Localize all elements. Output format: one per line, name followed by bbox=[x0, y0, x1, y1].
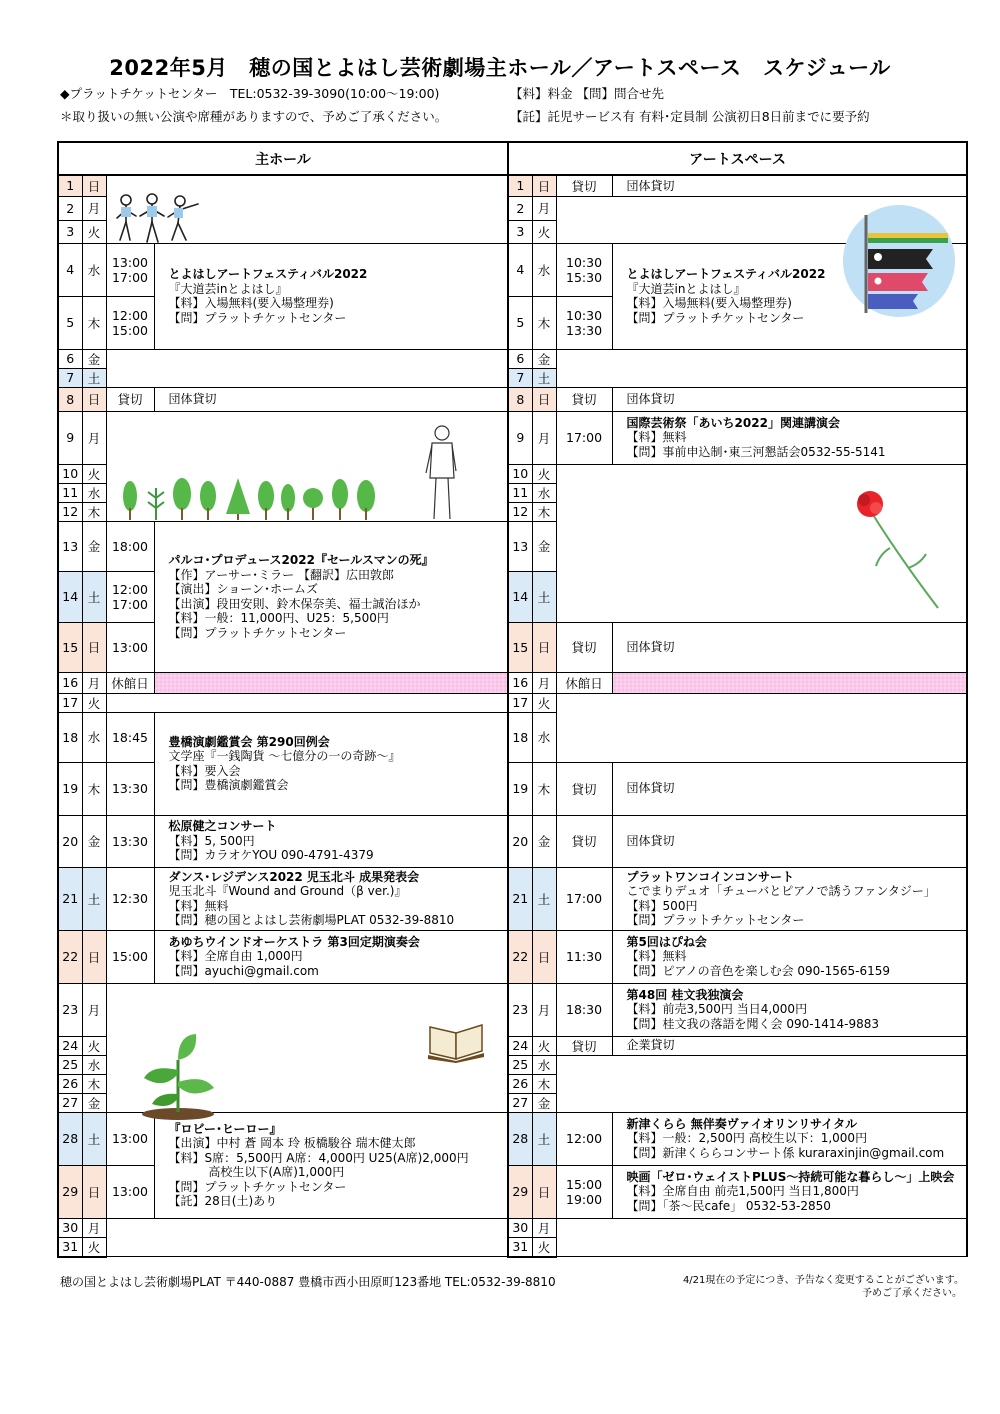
weekday: 水 bbox=[532, 712, 556, 762]
day-number: 13 bbox=[58, 521, 82, 571]
art-event-aichi-line: 国際芸術祭「あいち2022」関連講演会 bbox=[626, 415, 840, 430]
booking-text: 団体貸切 bbox=[154, 387, 508, 411]
main-event-matsubara bbox=[154, 815, 508, 867]
weekday: 木 bbox=[532, 296, 556, 349]
main-event-matsubara-line: 松原健之コンサート bbox=[168, 819, 277, 834]
main-event-dance-line: 児玉北斗『Wound and Ground（β ver.)』 bbox=[168, 884, 407, 898]
weekday: 金 bbox=[82, 349, 106, 368]
day-number: 11 bbox=[58, 483, 82, 502]
art-event-film-line: 【問】「茶～民cafe」 0532-53-2850 bbox=[626, 1198, 831, 1213]
day-row bbox=[58, 243, 967, 296]
main-event-salesman-line: 【問】プラットチケットセンター bbox=[168, 625, 347, 640]
main-event-salesman-line: 【料】一般：11,000円、U25：5,500円 bbox=[168, 611, 389, 625]
weekday: 日 bbox=[82, 1165, 106, 1218]
weekday: 水 bbox=[82, 712, 106, 762]
day-row bbox=[58, 672, 967, 693]
day-number: 31 bbox=[508, 1237, 532, 1257]
day-number: 1 bbox=[508, 175, 532, 196]
main-event-ayuchi-line: あゆちウインドオーケストラ 第3回定期演奏会 bbox=[168, 934, 420, 949]
start-time: 13:00 bbox=[106, 1165, 154, 1218]
booking-text: 団体貸切 bbox=[612, 387, 967, 411]
day-number: 17 bbox=[58, 693, 82, 712]
art-event-film-line: 【料】全席自由 前売1,500円 当日1,800円 bbox=[626, 1184, 859, 1199]
column-header-main-hall: 主ホール bbox=[58, 142, 508, 175]
start-time: 10:30 15:30 bbox=[556, 243, 612, 296]
main-empty bbox=[106, 693, 508, 712]
carp-streamer-illustration bbox=[838, 205, 960, 317]
day-row bbox=[58, 387, 967, 411]
day-number: 4 bbox=[58, 243, 82, 296]
main-event-dance-line: 【問】穂の国とよはし芸術劇場PLAT 0532-39-8810 bbox=[168, 913, 455, 927]
day-row bbox=[58, 349, 967, 368]
day-row bbox=[58, 1218, 967, 1237]
day-number: 1 bbox=[58, 175, 82, 196]
weekday: 木 bbox=[82, 1074, 106, 1093]
weekday: 火 bbox=[532, 1036, 556, 1055]
closed-day-bar bbox=[612, 672, 967, 693]
main-event-matsubara-line: 【料】5, 500円 bbox=[168, 833, 255, 848]
day-number: 14 bbox=[58, 571, 82, 622]
booking-text: 団体貸切 bbox=[612, 815, 967, 867]
weekday: 水 bbox=[82, 243, 106, 296]
main-event-festival-line: 【問】プラットチケットセンター bbox=[168, 310, 347, 325]
art-event-niitsu-line: 【料】一般：2,500円 高校生以下：1,000円 bbox=[626, 1131, 868, 1146]
main-event-lobby-hero-line: 【料】S席：5,500円 A席：4,000円 U25(A席)2,000円 bbox=[168, 1150, 469, 1165]
weekday: 日 bbox=[532, 175, 556, 196]
weekday: 月 bbox=[82, 983, 106, 1036]
day-number: 21 bbox=[508, 867, 532, 930]
main-event-ayuchi-line: 【料】全席自由 1,000円 bbox=[168, 949, 303, 964]
art-event-hapine bbox=[612, 930, 967, 983]
children-illustration bbox=[112, 190, 207, 248]
art-event-festival-line: とよはしアートフェスティバル2022 bbox=[626, 267, 826, 281]
booking-label: 休館日 bbox=[556, 672, 612, 693]
main-event-lobby-hero-line: 【託】28日(土)あり bbox=[168, 1194, 278, 1208]
start-time: 12:30 bbox=[106, 867, 154, 930]
main-event-dance bbox=[154, 867, 508, 930]
start-time: 12:00 15:00 bbox=[106, 296, 154, 349]
start-time: 18:30 bbox=[556, 983, 612, 1036]
day-number: 9 bbox=[508, 411, 532, 464]
art-event-katsura-line: 第48回 桂文我独演会 bbox=[626, 987, 744, 1002]
weekday: 月 bbox=[82, 672, 106, 693]
art-event-aichi-line: 【問】事前申込制･東三河懇話会0532-55-5141 bbox=[626, 444, 886, 459]
weekday: 火 bbox=[532, 220, 556, 243]
art-empty bbox=[556, 1218, 967, 1257]
main-event-festival-line: とよはしアートフェスティバル2022 bbox=[168, 267, 368, 281]
start-time: 15:00 bbox=[106, 930, 154, 983]
day-row bbox=[58, 411, 967, 464]
weekday: 火 bbox=[82, 693, 106, 712]
day-number: 3 bbox=[58, 220, 82, 243]
column-header-art-space: アートスペース bbox=[508, 142, 967, 175]
day-number: 22 bbox=[58, 930, 82, 983]
day-number: 12 bbox=[58, 502, 82, 521]
weekday: 木 bbox=[82, 502, 106, 521]
booking-label: 貸切 bbox=[556, 762, 612, 815]
weekday: 水 bbox=[532, 483, 556, 502]
weekday: 日 bbox=[82, 622, 106, 672]
day-number: 19 bbox=[58, 762, 82, 815]
booking-text: 団体貸切 bbox=[612, 762, 967, 815]
start-time: 12:00 17:00 bbox=[106, 571, 154, 622]
booking-label: 貸切 bbox=[106, 387, 154, 411]
day-number: 8 bbox=[58, 387, 82, 411]
main-event-ayuchi-line: 【問】ayuchi@gmail.com bbox=[168, 963, 319, 978]
art-event-one-coin-line: プラットワンコインコンサート bbox=[626, 869, 794, 884]
main-event-lobby-hero-line: 【出演】中村 蒼 岡本 玲 板橋駿谷 瑞木健太郎 bbox=[168, 1136, 416, 1150]
closed-day-bar bbox=[154, 672, 508, 693]
trees-illustration bbox=[118, 474, 380, 522]
day-number: 7 bbox=[508, 368, 532, 387]
weekday: 日 bbox=[82, 387, 106, 411]
day-number: 8 bbox=[508, 387, 532, 411]
day-number: 31 bbox=[58, 1237, 82, 1257]
day-number: 18 bbox=[508, 712, 532, 762]
main-empty bbox=[106, 349, 508, 387]
art-event-one-coin bbox=[612, 867, 967, 930]
weekday: 日 bbox=[532, 387, 556, 411]
weekday: 月 bbox=[82, 1218, 106, 1237]
weekday: 水 bbox=[532, 243, 556, 296]
day-number: 20 bbox=[508, 815, 532, 867]
day-row bbox=[58, 815, 967, 867]
day-number: 26 bbox=[508, 1074, 532, 1093]
start-time: 13:30 bbox=[106, 762, 154, 815]
weekday: 木 bbox=[532, 502, 556, 521]
day-number: 14 bbox=[508, 571, 532, 622]
weekday: 木 bbox=[532, 1074, 556, 1093]
main-event-festival bbox=[154, 243, 508, 349]
art-event-one-coin-line: 【問】プラットチケットセンター bbox=[626, 913, 805, 927]
weekday: 月 bbox=[532, 411, 556, 464]
weekday: 火 bbox=[82, 1237, 106, 1257]
day-number: 2 bbox=[58, 196, 82, 220]
day-row bbox=[58, 693, 967, 712]
art-event-one-coin-line: 【料】500円 bbox=[626, 898, 698, 913]
footer-note-1: 4/21現在の予定につき、予告なく変更することがございます。 bbox=[682, 1275, 964, 1286]
day-number: 12 bbox=[508, 502, 532, 521]
main-event-salesman-line: 【出演】段田安則、鈴木保奈美、福士誠治ほか bbox=[168, 596, 421, 611]
main-event-dance-line: ダンス･レジデンス2022 児玉北斗 成果発表会 bbox=[168, 869, 420, 884]
weekday: 土 bbox=[532, 368, 556, 387]
day-number: 7 bbox=[58, 368, 82, 387]
start-time: 18:00 bbox=[106, 521, 154, 571]
day-number: 11 bbox=[508, 483, 532, 502]
art-event-niitsu-line: 新津くらら 無伴奏ヴァイオリンリサイタル bbox=[626, 1116, 858, 1131]
day-number: 24 bbox=[508, 1036, 532, 1055]
weekday: 金 bbox=[82, 521, 106, 571]
weekday: 月 bbox=[82, 196, 106, 220]
day-number: 2 bbox=[508, 196, 532, 220]
day-number: 30 bbox=[58, 1218, 82, 1237]
man-illustration bbox=[420, 423, 465, 523]
weekday: 日 bbox=[82, 930, 106, 983]
day-number: 10 bbox=[508, 464, 532, 483]
day-number: 28 bbox=[58, 1112, 82, 1165]
day-number: 16 bbox=[58, 672, 82, 693]
weekday: 木 bbox=[82, 762, 106, 815]
booking-label: 貸切 bbox=[556, 815, 612, 867]
weekday: 金 bbox=[532, 521, 556, 571]
booking-text: 団体貸切 bbox=[612, 622, 967, 672]
art-event-katsura-line: 【問】桂文我の落語を聞く会 090-1414-9883 bbox=[626, 1016, 880, 1031]
start-time: 11:30 bbox=[556, 930, 612, 983]
main-event-salesman-line: パルコ･プロデュース2022『セールスマンの死』 bbox=[168, 553, 434, 567]
main-event-lobby-hero-line: 高校生以下(A席)1,000円 bbox=[168, 1165, 345, 1179]
weekday: 土 bbox=[532, 571, 556, 622]
main-event-lobby-hero-line: 【問】プラットチケットセンター bbox=[168, 1179, 347, 1194]
day-number: 19 bbox=[508, 762, 532, 815]
main-event-ayuchi bbox=[154, 930, 508, 983]
main-event-festival-line: 【料】入場無料(要入場整理券) bbox=[168, 296, 334, 310]
day-number: 6 bbox=[508, 349, 532, 368]
art-event-festival-line: 【料】入場無料(要入場整理券) bbox=[626, 296, 792, 310]
weekday: 月 bbox=[532, 196, 556, 220]
weekday: 木 bbox=[82, 296, 106, 349]
start-time: 18:45 bbox=[106, 712, 154, 762]
main-event-festival-line: 『大道芸inとよはし』 bbox=[168, 281, 288, 296]
day-number: 29 bbox=[58, 1165, 82, 1218]
day-number: 15 bbox=[508, 622, 532, 672]
booking-text: 企業貸切 bbox=[612, 1036, 967, 1055]
legend-fee-contact: 【料】料金 【問】問合せ先 bbox=[510, 86, 664, 101]
weekday: 土 bbox=[82, 1112, 106, 1165]
booking-label: 休館日 bbox=[106, 672, 154, 693]
day-number: 25 bbox=[508, 1055, 532, 1074]
day-number: 23 bbox=[58, 983, 82, 1036]
weekday: 月 bbox=[532, 1218, 556, 1237]
art-event-aichi-line: 【料】無料 bbox=[626, 430, 687, 445]
weekday: 日 bbox=[532, 930, 556, 983]
art-event-hapine-line: 第5回はぴね会 bbox=[626, 934, 707, 949]
start-time: 13:00 bbox=[106, 622, 154, 672]
art-empty bbox=[556, 349, 967, 387]
start-time: 10:30 13:30 bbox=[556, 296, 612, 349]
day-number: 3 bbox=[508, 220, 532, 243]
main-event-theatre-society bbox=[154, 712, 508, 815]
weekday: 木 bbox=[532, 762, 556, 815]
main-event-dance-line: 【料】無料 bbox=[168, 898, 229, 913]
day-number: 29 bbox=[508, 1165, 532, 1218]
page-title: 2022年5月 穂の国とよはし芸術劇場主ホール／アートスペース スケジュール bbox=[109, 56, 891, 80]
day-number: 9 bbox=[58, 411, 82, 464]
day-number: 28 bbox=[508, 1112, 532, 1165]
weekday: 日 bbox=[532, 1165, 556, 1218]
weekday: 日 bbox=[82, 175, 106, 196]
sprout-illustration bbox=[138, 1030, 218, 1120]
day-number: 24 bbox=[58, 1036, 82, 1055]
day-number: 27 bbox=[58, 1093, 82, 1112]
day-number: 6 bbox=[58, 349, 82, 368]
art-event-niitsu-line: 【問】新津くららコンサート係 kuraraxinjin@gmail.com bbox=[626, 1145, 945, 1160]
weekday: 火 bbox=[532, 1237, 556, 1257]
main-event-theatre-society-line: 【問】豊橋演劇鑑賞会 bbox=[168, 778, 289, 792]
start-time: 17:00 bbox=[556, 411, 612, 464]
art-event-one-coin-line: こでまりデュオ「チューバとピアノで誘うファンタジー」 bbox=[626, 884, 936, 898]
weekday: 日 bbox=[532, 622, 556, 672]
art-empty bbox=[556, 1055, 967, 1112]
weekday: 土 bbox=[82, 867, 106, 930]
weekday: 月 bbox=[532, 983, 556, 1036]
weekday: 金 bbox=[532, 1093, 556, 1112]
handling-note: ＊取り扱いの無い公演や席種がありますので、予めご了承ください。 bbox=[60, 109, 448, 124]
start-time: 15:00 19:00 bbox=[556, 1165, 612, 1218]
day-number: 13 bbox=[508, 521, 532, 571]
day-number: 30 bbox=[508, 1218, 532, 1237]
day-number: 5 bbox=[58, 296, 82, 349]
art-event-aichi bbox=[612, 411, 967, 464]
day-row bbox=[58, 867, 967, 930]
start-time: 13:00 bbox=[106, 1112, 154, 1165]
booking-label: 貸切 bbox=[556, 175, 612, 196]
art-event-film-line: 映画「ゼロ･ウェイストPLUS～持続可能な暮らし～」上映会 bbox=[626, 1169, 955, 1184]
art-event-film bbox=[612, 1165, 967, 1218]
day-number: 22 bbox=[508, 930, 532, 983]
booking-label: 貸切 bbox=[556, 622, 612, 672]
day-number: 10 bbox=[58, 464, 82, 483]
day-row bbox=[58, 983, 967, 1036]
start-time: 13:30 bbox=[106, 815, 154, 867]
footer-note-2: 予めご了承ください。 bbox=[862, 1288, 962, 1299]
weekday: 火 bbox=[82, 464, 106, 483]
main-empty bbox=[106, 1218, 508, 1257]
booking-label: 貸切 bbox=[556, 387, 612, 411]
art-event-hapine-line: 【問】ピアノの音色を楽しむ会 090-1565-6159 bbox=[626, 963, 891, 978]
day-number: 17 bbox=[508, 693, 532, 712]
day-number: 26 bbox=[58, 1074, 82, 1093]
day-number: 15 bbox=[58, 622, 82, 672]
weekday: 土 bbox=[532, 1112, 556, 1165]
day-number: 16 bbox=[508, 672, 532, 693]
weekday: 火 bbox=[82, 1036, 106, 1055]
weekday: 火 bbox=[82, 220, 106, 243]
art-event-festival-line: 『大道芸inとよはし』 bbox=[626, 281, 746, 296]
main-event-matsubara-line: 【問】カラオケYOU 090-4791-4379 bbox=[168, 848, 374, 863]
day-row bbox=[58, 930, 967, 983]
booking-label: 貸切 bbox=[556, 1036, 612, 1055]
main-event-theatre-society-line: 【料】要入会 bbox=[168, 763, 241, 778]
weekday: 月 bbox=[82, 411, 106, 464]
main-event-salesman-line: 【演出】ショーン･ホームズ bbox=[168, 582, 319, 596]
book-illustration bbox=[426, 1017, 488, 1063]
day-number: 4 bbox=[508, 243, 532, 296]
weekday: 土 bbox=[532, 867, 556, 930]
carnation-illustration bbox=[850, 488, 945, 613]
art-event-hapine-line: 【料】無料 bbox=[626, 949, 687, 964]
start-time: 12:00 bbox=[556, 1112, 612, 1165]
weekday: 土 bbox=[82, 571, 106, 622]
main-event-theatre-society-line: 豊橋演劇鑑賞会 第290回例会 bbox=[168, 734, 330, 749]
main-event-theatre-society-line: 文学座『一銭陶貨 ～七億分の一の奇跡～』 bbox=[168, 749, 401, 763]
weekday: 金 bbox=[532, 815, 556, 867]
day-number: 27 bbox=[508, 1093, 532, 1112]
main-event-salesman bbox=[154, 521, 508, 672]
weekday: 水 bbox=[82, 1055, 106, 1074]
booking-text: 団体貸切 bbox=[612, 175, 967, 196]
day-number: 23 bbox=[508, 983, 532, 1036]
ticket-center-info: ◆プラットチケットセンター TEL:0532-39-3090(10:00～19:00) bbox=[60, 86, 440, 101]
footer-address: 穂の国とよはし芸術劇場PLAT 〒440-0887 豊橋市西小田原町123番地 TEL:0532-39-8810 bbox=[60, 1275, 556, 1289]
weekday: 金 bbox=[82, 815, 106, 867]
day-number: 5 bbox=[508, 296, 532, 349]
weekday: 水 bbox=[532, 1055, 556, 1074]
day-number: 21 bbox=[58, 867, 82, 930]
weekday: 火 bbox=[532, 693, 556, 712]
day-number: 18 bbox=[58, 712, 82, 762]
weekday: 水 bbox=[82, 483, 106, 502]
legend-childcare: 【託】託児サービス有 有料･定員制 公演初日8日前までに要予約 bbox=[510, 109, 870, 124]
day-number: 25 bbox=[58, 1055, 82, 1074]
weekday: 火 bbox=[532, 464, 556, 483]
art-event-festival-line: 【問】プラットチケットセンター bbox=[626, 310, 805, 325]
start-time: 13:00 17:00 bbox=[106, 243, 154, 296]
weekday: 土 bbox=[82, 368, 106, 387]
main-event-lobby-hero bbox=[154, 1112, 508, 1218]
art-empty bbox=[556, 693, 967, 762]
day-number: 20 bbox=[58, 815, 82, 867]
weekday: 金 bbox=[532, 349, 556, 368]
art-event-katsura-line: 【料】前売3,500円 当日4,000円 bbox=[626, 1002, 808, 1017]
art-event-katsura bbox=[612, 983, 967, 1036]
weekday: 月 bbox=[532, 672, 556, 693]
art-event-niitsu bbox=[612, 1112, 967, 1165]
main-event-salesman-line: 【作】アーサー･ミラー 【翻訳】広田敦郎 bbox=[168, 567, 394, 582]
weekday: 金 bbox=[82, 1093, 106, 1112]
main-event-lobby-hero-line: 『ロビー･ヒーロー』 bbox=[168, 1121, 282, 1136]
start-time: 17:00 bbox=[556, 867, 612, 930]
